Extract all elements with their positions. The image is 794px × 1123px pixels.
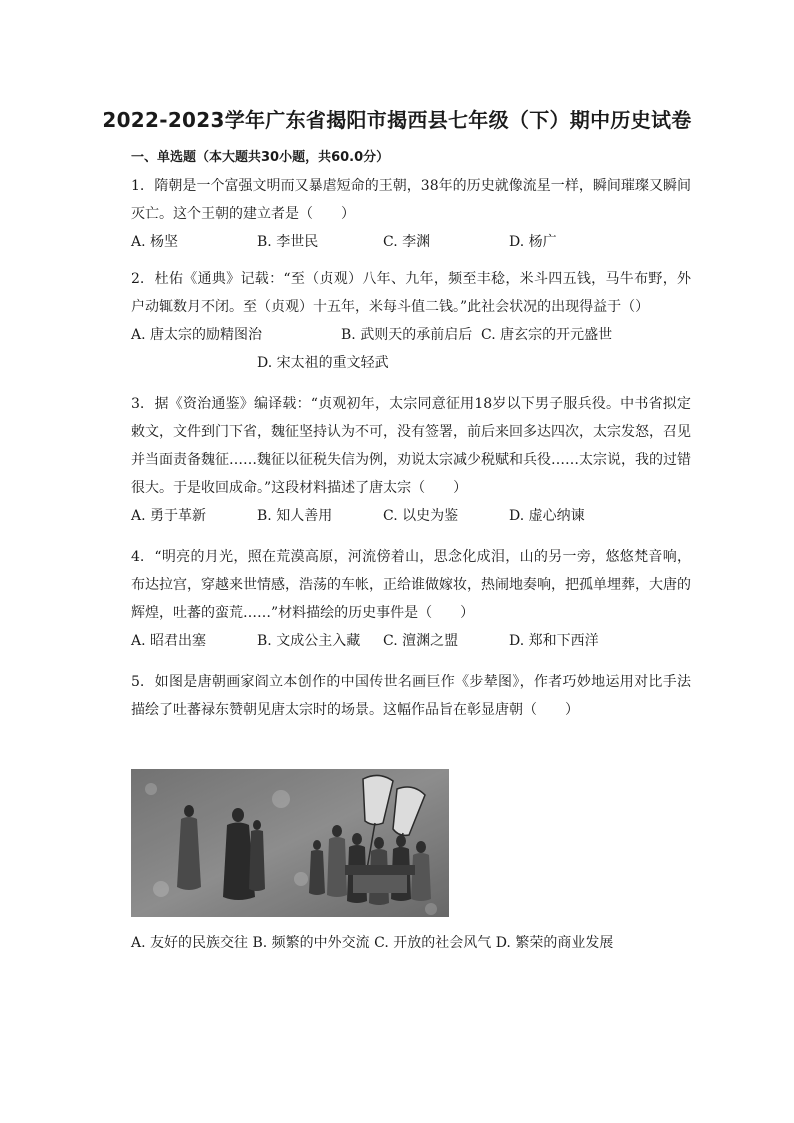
page-title: 2022-2023学年广东省揭阳市揭西县七年级（下）期中历史试卷	[102, 108, 692, 132]
question-number: 1.	[131, 178, 145, 194]
question-text: 如图是唐朝画家阎立本创作的中国传世名画巨作《步辇图》，作者巧妙地运用对比手法描绘了吐蕃禄东赞朝见唐太宗时的场景。这幅作品旨在彰显唐朝（ ）	[131, 674, 691, 718]
option-c[interactable]: C. 唐玄宗的开元盛世	[481, 327, 613, 343]
question-5	[131, 668, 691, 724]
question-2	[131, 265, 691, 377]
option-c[interactable]: C. 李渊	[383, 234, 431, 250]
option-a[interactable]: A. 唐太宗的励精图治	[131, 327, 263, 343]
question-text: 据《资治通鉴》编译载：“贞观初年，太宗同意征用18岁以下男子服兵役。中书省拟定敕文，文件到门下省，魏征坚持认为不可，没有签署，前后来回多达四次，太宗发怒，召见并当面责备魏征……魏征以征税失信为例，劝说太宗减少税赋和兵役……太宗说，我的过错很大。于是收回成命。”这段材料描述了唐太宗（ ）	[131, 396, 691, 496]
options	[131, 321, 691, 349]
section-heading: 一、单选题（本大题共30小题，共60.0分）	[131, 150, 390, 165]
question-4	[131, 543, 691, 655]
painting-illustration	[131, 769, 449, 917]
options	[131, 502, 691, 530]
option-b[interactable]: B. 李世民	[257, 234, 319, 250]
question-3	[131, 390, 691, 530]
option-a[interactable]: A. 勇于革新	[131, 508, 207, 524]
options-row-2	[131, 349, 691, 377]
question-number: 5.	[131, 674, 145, 690]
option-c[interactable]: C. 以史为鉴	[383, 508, 459, 524]
option-a[interactable]: A. 杨坚	[131, 234, 179, 250]
question-text: 隋朝是一个富强文明而又暴虐短命的王朝，38年的历史就像流星一样，瞬间璀璨又瞬间灭亡。这个王朝的建立者是（ ）	[131, 178, 691, 222]
option-b[interactable]: B. 武则天的承前启后	[341, 327, 473, 343]
option-b[interactable]: B. 知人善用	[257, 508, 333, 524]
question-number: 4.	[131, 549, 145, 565]
option-a[interactable]: A. 昭君出塞	[131, 633, 207, 649]
question-5-options	[131, 929, 613, 957]
option-a[interactable]: A. 友好的民族交往	[131, 935, 249, 951]
option-c[interactable]: C. 澶渊之盟	[383, 633, 459, 649]
option-d[interactable]: D. 宋太祖的重文轻武	[257, 355, 389, 371]
option-d[interactable]: D. 杨广	[509, 234, 557, 250]
option-d[interactable]: D. 虚心纳谏	[509, 508, 585, 524]
option-b[interactable]: B. 频繁的中外交流	[252, 935, 370, 951]
question-text: 杜佑《通典》记载：“至（贞观）八年、九年，频至丰稔，米斗四五钱，马牛布野，外户动辄数月不闭。至（贞观）十五年，米每斗值二钱。”此社会状况的出现得益于（）	[131, 271, 691, 315]
option-d[interactable]: D. 郑和下西洋	[509, 633, 599, 649]
option-b[interactable]: B. 文成公主入藏	[257, 633, 361, 649]
option-d[interactable]: D. 繁荣的商业发展	[495, 935, 614, 951]
options	[131, 228, 691, 256]
question-number: 3.	[131, 396, 145, 412]
painting-image	[131, 769, 449, 917]
options	[131, 627, 691, 655]
option-c[interactable]: C. 开放的社会风气	[374, 935, 492, 951]
question-number: 2.	[131, 271, 145, 287]
question-text: “明亮的月光，照在荒漠高原，河流傍着山，思念化成泪，山的另一旁，悠悠梵音响，布达拉宫，穿越来世情感，浩荡的车帐，正给谁做嫁妆，热闹地奏响，把孤单埋葬，大唐的辉煌，吐蕃的蛮荒……”材料描绘的历史事件是（ ）	[131, 549, 691, 621]
question-1	[131, 172, 691, 256]
